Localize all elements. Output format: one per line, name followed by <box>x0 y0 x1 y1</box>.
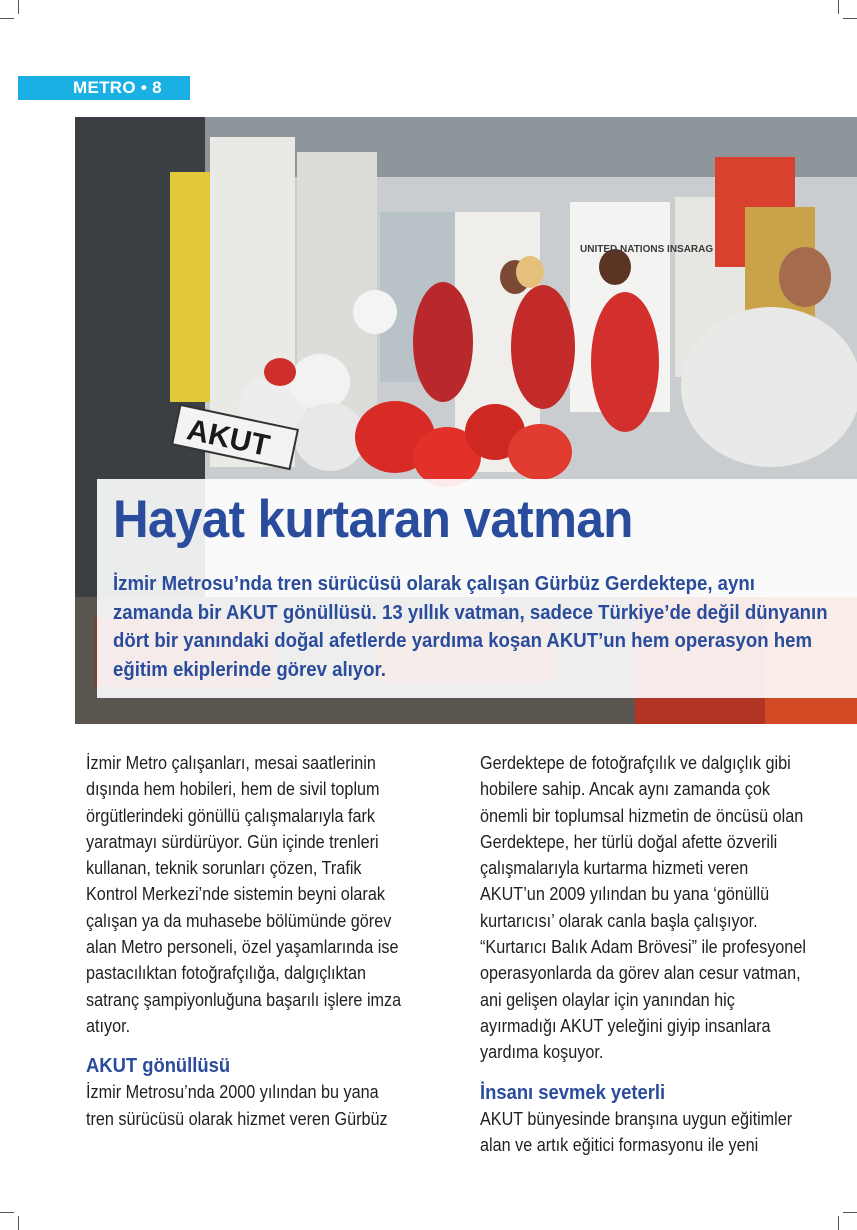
section-tab: METRO • 8 <box>18 76 190 100</box>
body-line: İzmir Metro çalışanları, mesai saatlerinin <box>86 753 376 773</box>
body-line: ayırmadığı AKUT yeleğini giyip insanlara <box>480 1015 771 1036</box>
body-line: ani gelişen olaylar için yanından hiç <box>480 989 735 1010</box>
body-paragraph <box>86 750 446 1039</box>
body-line: operasyonlarda da görev alan cesur vatman, <box>480 963 801 984</box>
crop-mark <box>18 0 19 14</box>
intro-line: dört bir yanındaki doğal afetlerde yardıma koşan AKUT’un hem operasyon hem <box>113 630 813 652</box>
body-line: Kontrol Merkezi’nde sistemin beyni olarak <box>86 884 385 905</box>
body-line: AKUT bünyesinde branşına uygun eğitimler <box>480 1108 793 1129</box>
intro-line: İzmir Metrosu’nda tren sürücüsü olarak çalışan Gürbüz Gerdektepe, aynı <box>113 573 755 595</box>
crop-mark <box>0 18 14 19</box>
subheading-insani: İnsanı sevmek yeterli <box>480 1081 666 1104</box>
body-line: alan Metro personeli, özel yaşamlarında ise <box>86 937 399 958</box>
body-line: yaratmayı sürdürüyor. Gün içinde trenleri <box>86 831 379 852</box>
crop-mark <box>843 18 857 19</box>
body-line: yardıma koşuyor. <box>480 1042 604 1063</box>
body-line: Gerdektepe de fotoğrafçılık ve dalgıçlık gibi <box>480 753 791 773</box>
body-line: kullanan, teknik sorunları çözen, Trafik <box>86 858 362 879</box>
intro-line: eğitim ekiplerinde görev alıyor. <box>113 658 386 681</box>
body-line: atıyor. <box>86 1015 131 1036</box>
body-line: dışında hem hobileri, hem de sivil toplum <box>86 779 380 800</box>
body-line: satranç şampiyonluğuna başarılı işlere imza <box>86 989 402 1010</box>
subheading-akut: AKUT gönüllüsü <box>86 1055 231 1078</box>
body-line: AKUT’un 2009 yılından bu yana ‘gönüllü <box>480 884 770 905</box>
body-line: tren sürücüsü olarak hizmet veren Gürbüz <box>86 1108 388 1129</box>
body-line: pastacılıktan fotoğrafçılığa, dalgıçlıktan <box>86 963 367 984</box>
crop-mark <box>838 1216 839 1230</box>
hero-sign-text: AKUT <box>184 413 273 463</box>
body-line: Gerdektepe, her türlü doğal afette özverili <box>480 831 778 852</box>
body-line: İzmir Metrosu’nda 2000 yılından bu yana <box>86 1082 379 1103</box>
body-paragraph <box>480 750 840 1066</box>
body-paragraph <box>480 1106 840 1159</box>
crop-mark <box>843 1212 857 1213</box>
intro-line: zamanda bir AKUT gönüllüsü. 13 yıllık vatman, sadece Türkiye’de değil dünyanın <box>113 601 828 624</box>
article-intro <box>113 570 857 684</box>
body-line: alan ve artık eğitici formasyonu ile yeni <box>480 1134 759 1155</box>
crop-mark <box>838 0 839 14</box>
body-paragraph <box>86 1079 446 1132</box>
crop-mark <box>0 1212 14 1213</box>
body-line: “Kurtarıcı Balık Adam Brövesi” ile profesyonel <box>480 937 806 958</box>
body-line: önemli bir toplumsal hizmetin de öncüsü olan <box>480 805 804 826</box>
body-line: örgütlerindeki gönüllü çalışmalarıyla fark <box>86 805 376 826</box>
right-column <box>480 750 840 1158</box>
body-line: kurtarıcısı’ olarak canla başla çalışıyor. <box>480 910 758 931</box>
body-line: çalışmalarıyla kurtarma hizmeti veren <box>480 858 749 879</box>
left-column <box>86 750 446 1132</box>
body-line: çalışan ya da muhasebe bölümünde görev <box>86 910 392 931</box>
crop-mark <box>18 1216 19 1230</box>
article-headline: Hayat kurtaran vatman <box>113 490 633 549</box>
body-line: hobilere sahip. Ancak aynı zamanda çok <box>480 779 770 800</box>
hero-banner-text: UNITED NATIONS INSARAG <box>580 244 714 255</box>
